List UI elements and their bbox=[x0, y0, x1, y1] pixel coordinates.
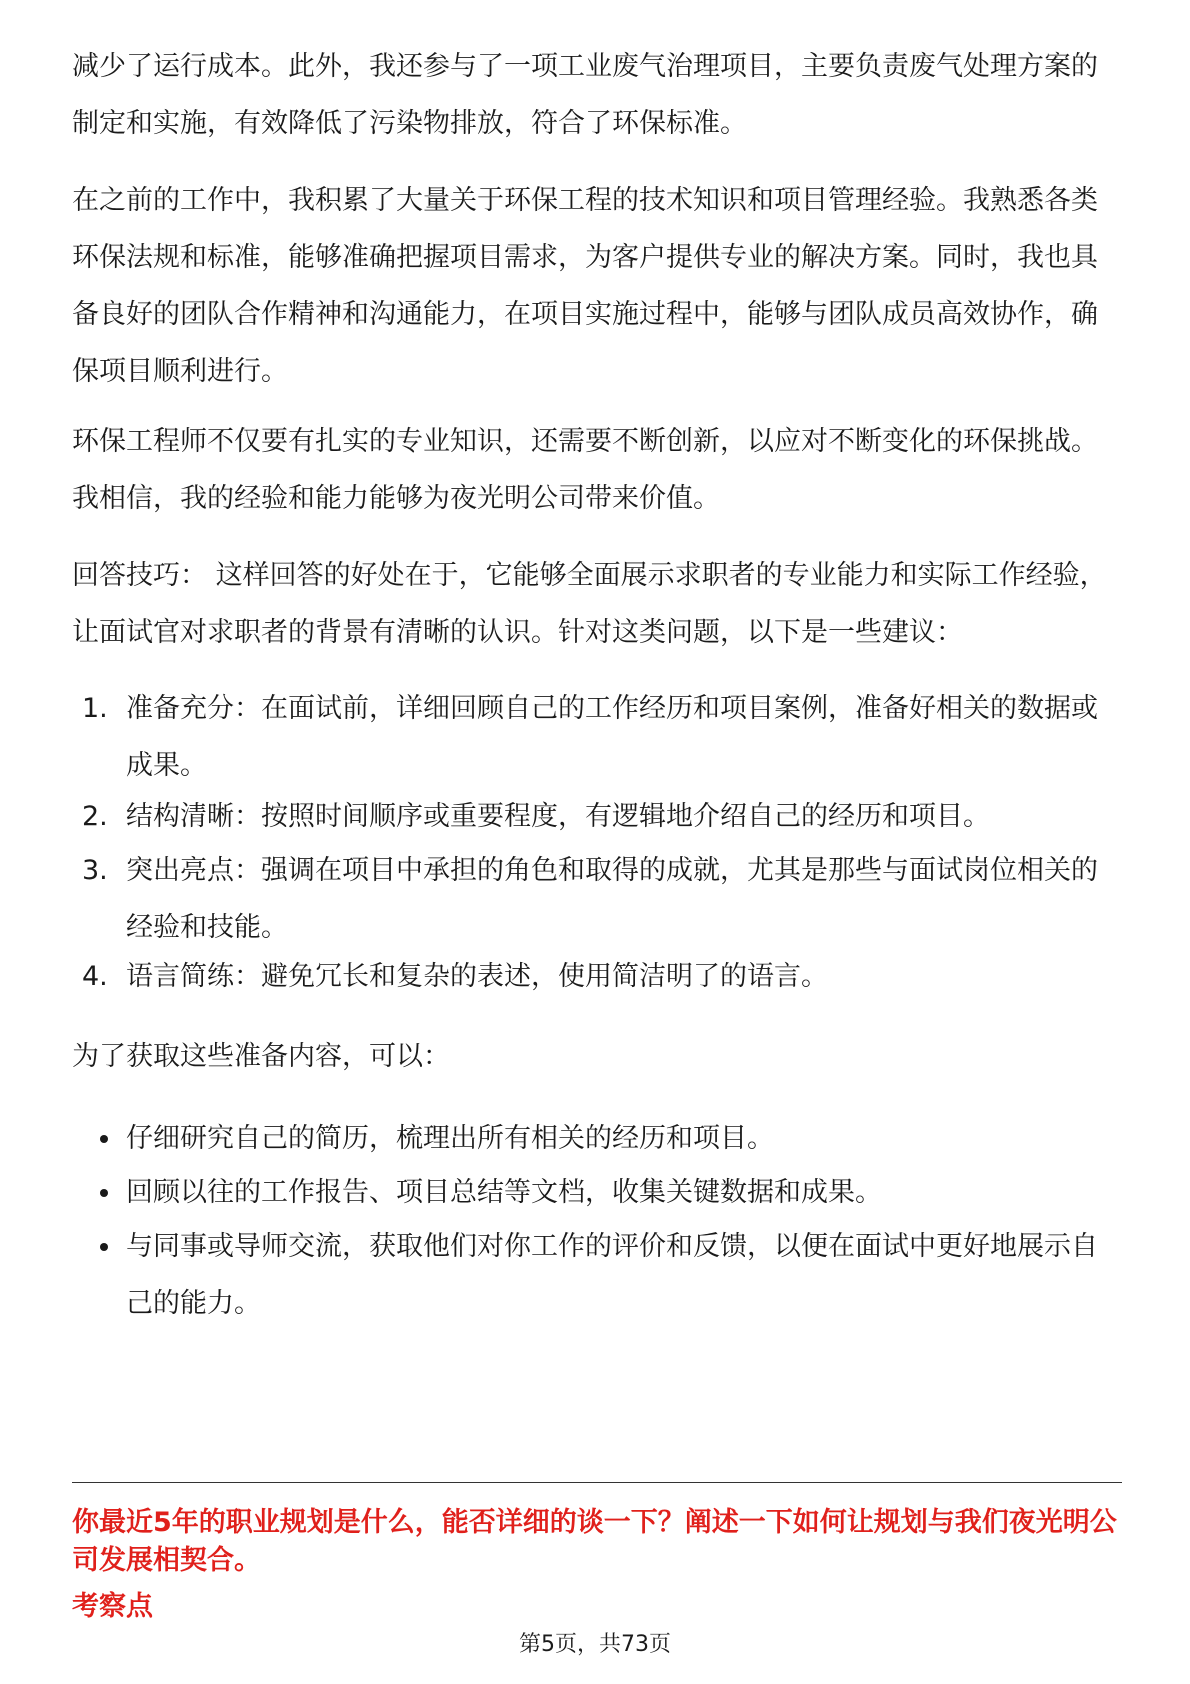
list-item bbox=[72, 788, 1122, 845]
bullet-dot-icon bbox=[100, 1189, 108, 1197]
list-item-text: 语言简练：避免冗长和复杂的表述，使用简洁明了的语言。 bbox=[126, 961, 828, 992]
list-item-text: 准备充分：在面试前，详细回顾自己的工作经历和项目案例，准备好相关的数据或成果。 bbox=[126, 693, 1098, 781]
section-divider bbox=[72, 1482, 1122, 1483]
list-item-text: 突出亮点：强调在项目中承担的角色和取得的成就，尤其是那些与面试岗位相关的经验和技能。 bbox=[126, 855, 1098, 943]
list-number: 4. bbox=[82, 961, 108, 992]
list-number: 3. bbox=[82, 855, 108, 886]
paragraph-answer-tips: 回答技巧： 这样回答的好处在于，它能够全面展示求职者的专业能力和实际工作经验，让面试官对求职者的背景有清晰的认识。针对这类问题，以下是一些建议： bbox=[72, 560, 1107, 648]
list-item bbox=[72, 1218, 1122, 1332]
page-footer: 第5页，共73页 bbox=[519, 1632, 671, 1657]
section-label-evaluation-points: 考察点 bbox=[72, 1591, 153, 1622]
paragraph-innovation: 环保工程师不仅要有扎实的专业知识，还需要不断创新，以应对不断变化的环保挑战。我相信，我的经验和能力能够为夜光明公司带来价值。 bbox=[72, 426, 1098, 514]
paragraph-project-summary: 减少了运行成本。此外，我还参与了一项工业废气治理项目，主要负责废气处理方案的制定和实施，有效降低了污染物排放，符合了环保标准。 bbox=[72, 51, 1098, 139]
list-item bbox=[72, 1110, 1122, 1167]
list-number: 1. bbox=[82, 693, 108, 724]
list-item bbox=[72, 842, 1122, 956]
list-item-text: 仔细研究自己的简历，梳理出所有相关的经历和项目。 bbox=[126, 1123, 774, 1154]
question-heading: 你最近5年的职业规划是什么，能否详细的谈一下？阐述一下如何让规划与我们夜光明公司发展相契合。 bbox=[72, 1507, 1117, 1576]
paragraph-prep-intro: 为了获取这些准备内容，可以： bbox=[72, 1041, 450, 1072]
paragraph-experience: 在之前的工作中，我积累了大量关于环保工程的技术知识和项目管理经验。我熟悉各类环保法规和标准，能够准确把握项目需求，为客户提供专业的解决方案。同时，我也具备良好的团队合作精神和沟通能力，在项目实施过程中，能够与团队成员高效协作，确保项目顺利进行。 bbox=[72, 185, 1098, 387]
list-item bbox=[72, 948, 1122, 1005]
bullet-dot-icon bbox=[100, 1243, 108, 1251]
list-item bbox=[72, 1164, 1122, 1221]
list-number: 2. bbox=[82, 801, 108, 832]
list-item-text: 与同事或导师交流，获取他们对你工作的评价和反馈，以便在面试中更好地展示自己的能力。 bbox=[126, 1231, 1098, 1319]
list-item-text: 回顾以往的工作报告、项目总结等文档，收集关键数据和成果。 bbox=[126, 1177, 882, 1208]
list-item bbox=[72, 680, 1122, 794]
bullet-dot-icon bbox=[100, 1135, 108, 1143]
list-item-text: 结构清晰：按照时间顺序或重要程度，有逻辑地介绍自己的经历和项目。 bbox=[126, 801, 990, 832]
